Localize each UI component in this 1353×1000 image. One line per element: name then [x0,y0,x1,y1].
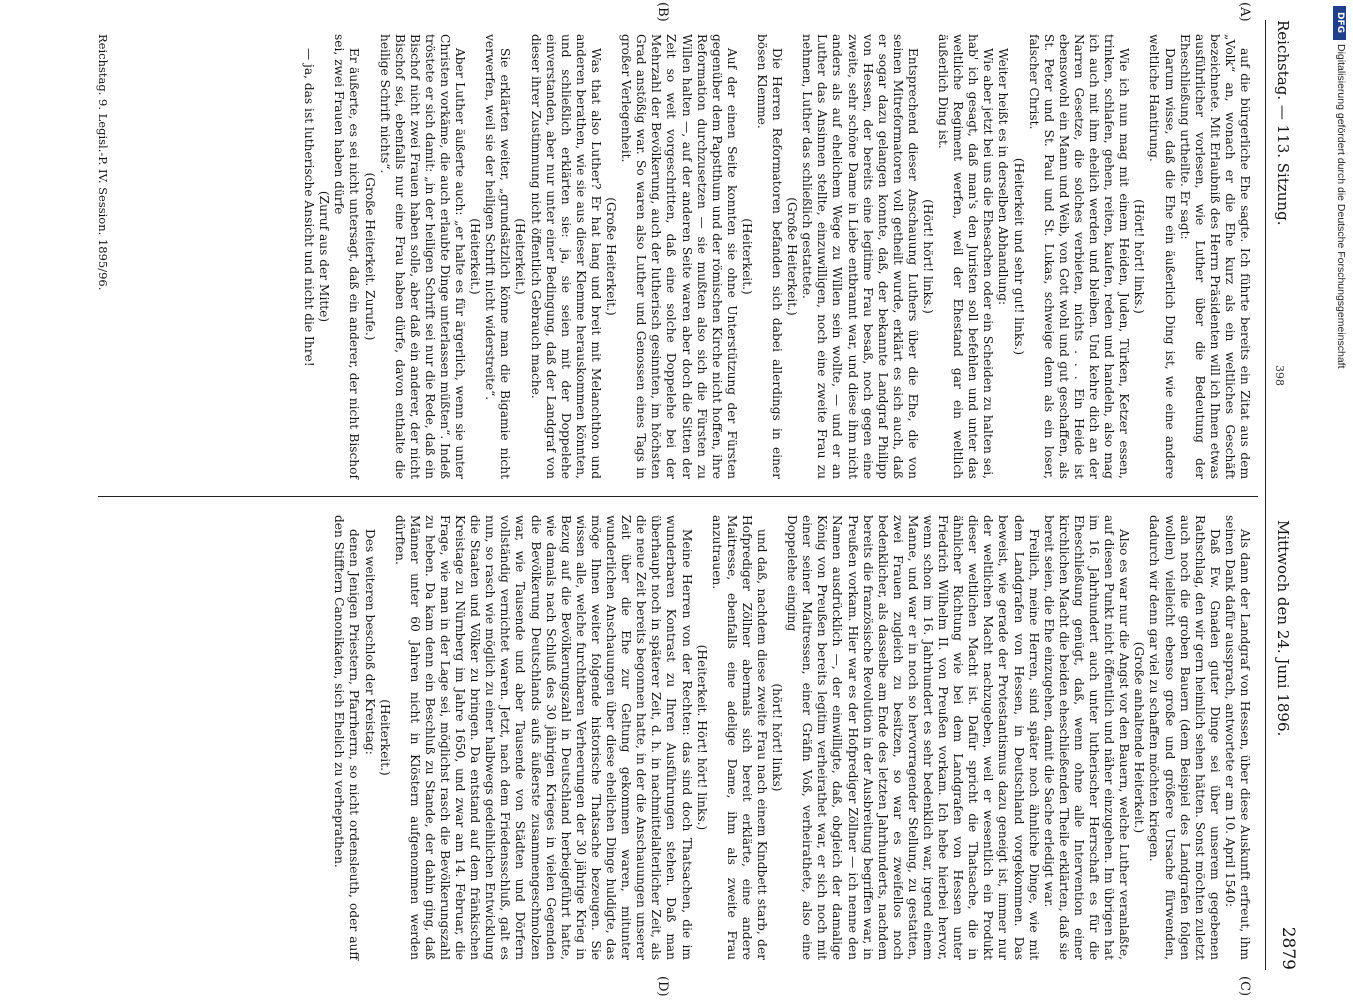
interjection: (Hört! hört! links.) [921,199,936,314]
paragraph: Aber Luther äußerte auch: „er halte es für ärgerlich, wenn sie unter Christen vorkäme, die auch erlaubte Dinge unterlassen müßten“. Indeß tröstete er sich damit: „in der heiligen Schrift sei nur die Rede, daß ein Bischof nicht zwei Frauen haben solle, aber daß ein anderer, der nicht Bischof sei, ebenfalls nur eine Frau haben dürfe, davon enthalte die heilige Schrift nichts“. [377,34,468,479]
interjection: (Heiterkeit.) [377,699,392,776]
interjection: (Große anhaltende Heiterkeit.) [1132,641,1147,834]
paragraph: Entsprechend dieser Anschauung Luthers über die Ehe, die von seinen Mitreformatoren voll getheilt wurde, erklärt es sich auch, daß er sogar dazu gelangen konnte, daß, der bekannte Landgraf Philipp von Hessen, der bereits eine legitime Frau besaß, noch gegen eine zweite, sehr schöne Dame in Liebe entbrannt war, und diese ihm nicht anders als auf ehelichem Wege zu Willen sein wollte, — und er an Luther das Ansinnen stellte, einzuwilligen, noch eine zweite Frau zu nehmen, Luther das schließlich gestattete. [800,34,920,479]
paragraph: — ja, das ist lutherische Ansicht und nicht die Ihre! [302,48,317,367]
interjection: (Heiterkeit.) [739,218,754,295]
paragraph: Sie erklärten weiter, „grundsätzlich könne man die Bigamie nicht verwerfen, weil sie der heiligen Schrift nicht widerstreite“. [483,34,513,479]
interjection: (Heiterkeit. Hört! hört! links.) [694,644,709,831]
margin-letter-d: (D) [655,976,670,997]
paragraph: Auf der einen Seite konnten sie ohne Unterstützung der Fürsten gegenüber dem Papstthum und der römischen Kirche nicht hoffen, ihre Reformation durchzusetzen — sie mußten also sich die Fürsten zu Willen halten —, auf der anderen Seite waren aber doch die Sitten der Zeit so weit vorgeschritten, daß eine solche Doppelehe bei der Mehrzahl der Bevölkerung, auch der lutherisch gesinnten, im höchsten Grad anstößig war. So waren also Luther und Genossen eines Tags in großer Verlegenheit. [619,34,739,479]
right-column [331,515,1252,960]
paragraph: Wie ich nun mag mit einem Heiden, Juden, Türken, Ketzer essen, trinken, schlafen, gehen, reiten, kaufen, reden und handeln, also mag ich auch mit ihm ehelich werden und bleiben. Und kehre dich an der Narren Gesetze, die solches verbieten, nichts . . . Ein Heide ist ebensowohl ein Mann und Weib, von Gott wohl und gut geschaffen, als St. Peter und St. Paul und St. Lukas, schweige denn als ein loser, falscher Christ. [1026,34,1132,479]
paragraph: Also es war nur die Angst vor den Bauern, welche Luther veranlaßte, auf diesen Punkt nicht öffentlich und näher einzugehen. Im übrigen hat im 16. Jahrhundert auch unter lutherischer Herrschaft es für die Eheschließung genügt, daß, wenn ohne alle Intervention einer kirchlichen Macht die beiden eheschließenden Theile erklärten, daß sie bereit seien, die Ehe einzugehen, damit die Sache erledigt war. [1041,515,1132,960]
interjection: (Hört! hört! links.) [1132,199,1147,314]
interjection: (Große Heiterkeit.) [785,197,800,316]
column-divider [98,496,1258,497]
margin-letter-c: (C) [1237,976,1252,997]
interjection: (Große Heiterkeit.) [604,197,619,316]
rotated-page-content [80,0,1310,1000]
left-column [301,34,1252,479]
header-page-number: 2879 [1278,926,1298,970]
paragraph: Freilich, meine Herren, sind später noch ähnliche Dinge, wie mit dem Landgrafen von Hessen, in Deutschland vorgekommen. Das beweist, wie gerade der Protestantismus dazu geneigt ist, immer nur der weltlichen Macht nachzugeben, weil er wesentlich ein Produkt dieser weltlichen Macht ist. Dafür spricht die Thatsache, die in ähnlicher Richtung wie bei dem Landgrafen von Hessen unter Friedrich Wilhelm II. von Preußen vorkam. Ich hebe hierbei hervor, wenn schon im 16. Jahrhundert es sehr bedenklich war, irgend einem Manne, und war er in noch so hervorragender Stellung, zu gestatten, zwei Frauen zugleich zu besitzen, so war es zweifellos noch bedenklicher, als dasselbe am Ende des letzten Jahrhunderts, nachdem bereits die französische Revolution in der Ausbreitung begriffen war, in Preußen vorkam. Hier war es der Hofprediger Zöllner — ich nenne den Namen ausdrücklich —, der einwilligte, daß, obgleich der damalige König von Preußen bereits legitim verheirathet war, er sich noch mit einer seiner Maitressen, einer Gräfin Voß, verheirathete, also eine Doppelehe einging [785,515,1041,960]
page-header [1264,20,1302,970]
paragraph: denen Jenigen Priestern, Pfarrherrn, so nicht ordensleuth, oder auff den Stifftern Canonikaten, sich Ehelich zu verheprathen. [332,515,362,960]
margin-letter-a: (A) [1237,2,1252,22]
paragraph: Daß Ew. Gnaden guter Dinge sei über unserem gegebenen Rathschlag, den wir gern heimlich sehen hätten. Sonst möchten zuletzt auch noch die groben Bauern (dem Beispiel des Landgrafen folgen wollen) vielleicht ebenso große und größere Ursache fürwenden, dadurch wir denn gar viel zu schaffen möchten kriegen. [1147,515,1222,960]
interjection: (Zuruf aus der Mitte) [317,190,332,323]
header-rule [1265,20,1266,970]
paragraph: Als dann der Landgraf von Hessen, über diese Auskunft erfreut, ihm seinen Dank dafür aussprach, antwortete er am 10. April 1540: [1222,515,1252,960]
interjection: (Heiterkeit.) [468,218,483,295]
header-date: Mittwoch den 24. Juni 1896. [1274,520,1292,737]
paragraph: Meine Herren von der Rechten: das sind doch Thatsachen, die im wunderbaren Kontrast zu Ihren Ausführungen stehen. Daß man überhaupt noch in späterer Zeit, d. h. in nachmittelalterlicher Zeit, als die neue Zeit bereits begonnen hatte, in der die Anschauungen unserer Zeit über die Ehe zur Geltung gekommen waren, mitunter wunderlichen Anschauungen über diese ehelichen Dinge huldigte, das möge Ihnen weiter folgende historische Thatsache bezeugen. Sie wissen alle, welche furchtbaren Verheerungen der 30 jährige Krieg in Bezug auf die Bevölkerungszahl in Deutschland herbeigeführt hatte, wie damals nach Schluß des 30 jährigen Krieges in vielen Gegenden die Bevölkerung Deutschlands aufs äußerste zusammengeschmolzen war, wie Tausende und aber Tausende von Städten und Dörfern vollständig vernichtet waren. Jetzt, nach dem Friedensschluß, galt es nun, so rasch wie möglich zu einer halbwegs gedeihlichen Entwicklung die Staaten und Völker zu bringen. Da entstand auf dem fränkischen Kreistage zu Nürnberg im Jahre 1650, und zwar am 14. Februar, die Frage, wie man in der Lage sei, möglichst rasch die Bevölkerungszahl zu heben. Da kam denn ein Beschluß zu Stande, der dahin ging, daß Männer unter 60 Jahren nicht in Klöstern aufgenommen werden dürften. [392,515,694,960]
left-footer: Reichstag. 9. Legisl.-P. IV. Session. 1895/96. [96,34,110,291]
paragraph: Die Herren Reformatoren befanden sich dabei allerdings in einer bösen Klemme. [755,34,785,479]
interjection: (Heiterkeit und sehr gut! links.) [1011,157,1026,356]
header-left: Reichstag. — 113. Sitzung. [1274,20,1292,226]
dfg-logo: DFG [1333,6,1346,40]
paragraph: Darum wisse, daß die Ehe ein äußerlich Ding ist, wie eine andere weltliche Hantirung. [1147,34,1177,479]
paragraph: Weiter heißt es in derselben Abhandlung: [996,48,1011,306]
paragraph: Er äußerte, es sei nicht untersagt, daß ein anderer, der nicht Bischof sei, zwei Frauen haben dürfe [332,34,362,479]
paragraph: Wie aber jetzt bei uns die Ehesachen oder ein Scheiden zu halten sei, hab' ich gesagt, daß man's den Juristen soll befehlen und unter das weltliche Regiment werfen, weil der Ehestand gar ein weltlich äußerlich Ding ist. [936,34,996,479]
interjection: (Heiterkeit.) [513,218,528,295]
margin-letter-b: (B) [655,2,670,22]
paragraph: Des weiteren beschloß der Kreistag: [362,529,377,755]
dfg-notice: Digitalisierung gefördert durch die Deutsche Forschungsgemeinschaft [1335,44,1347,369]
paragraph: Was that also Luther? Er hat lang und breit mit Melanchthon und anderen berathen, wie sie aus dieser Klemme herauskommen könnten, und schließlich erklärten sie: ja, sie seien mit der Doppelehe einverstanden, aber nur unter einer Bedingung, daß der Landgraf von dieser ihrer Zustimmung nicht öffentlich Gebrauch mache. [528,34,603,479]
interjection: (Große Heiterkeit. Zurufe.) [362,172,377,341]
paragraph: auf die bürgerliche Ehe sagte. Ich führte bereits ein Zitat aus dem „Volk“ an, wonach er die Ehe kurz als ein weltliches Geschäft bezeichnete. Mit Erlaubniß des Herrn Präsidenten will ich Ihnen etwas ausführlicher vorlesen, wie Luther über die Bedeutung der Eheschließung urtheilte. Er sagt: [1177,34,1252,479]
interjection: (hört! hört! links) [770,683,785,792]
side-page-number: 398 [1273,365,1286,386]
paragraph: und daß, nachdem diese zweite Frau nach einem Kindbett starb, der Hofprediger Zöllner abermals sich bereit erklärte, eine andere Maitresse, ebenfalls eine adelige Dame, ihm als zweite Frau anzutrauen. [709,515,769,960]
